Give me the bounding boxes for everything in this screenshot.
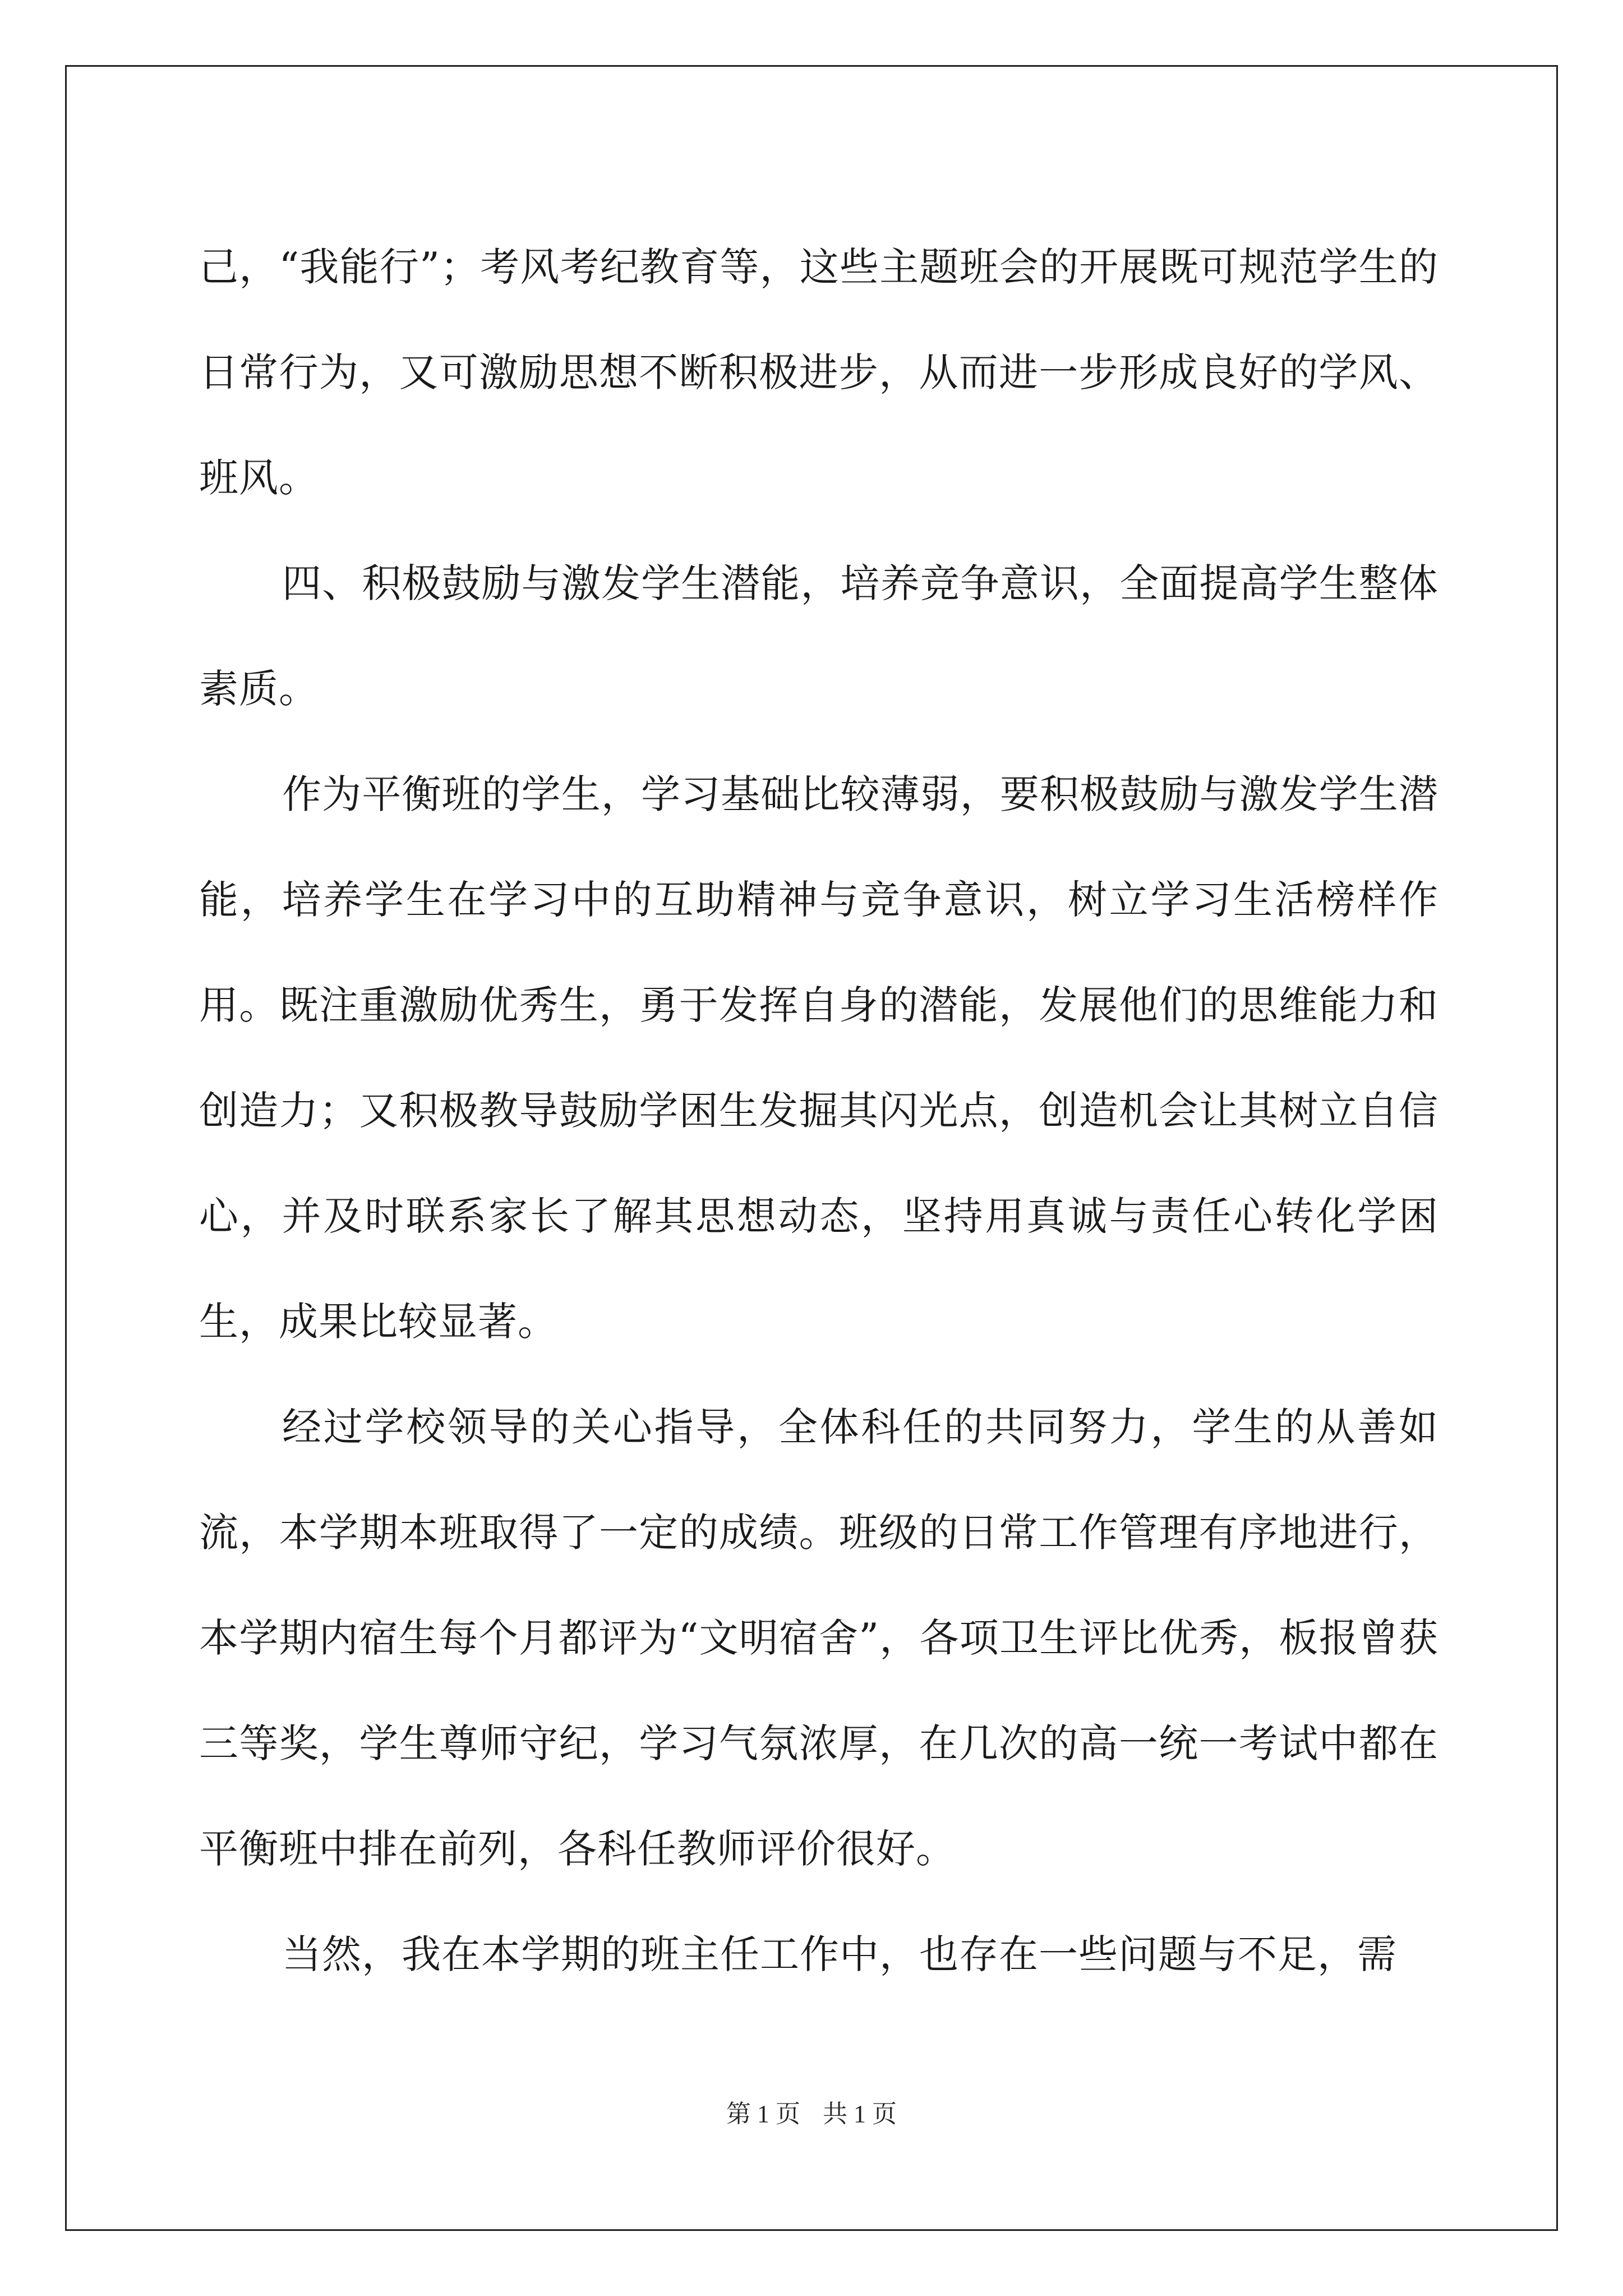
page-total: 共 1 页 — [823, 2100, 897, 2128]
paragraph-1: 己，“我能行”；考风考纪教育等，这些主题班会的开展既可规范学生的日常行为，又可激励思想不断积极进步，从而进一步形成良好的学风、班风。 — [199, 244, 1438, 501]
page-number: 第 1 页 — [726, 2100, 800, 2128]
paragraph-4: 经过学校领导的关心指导，全体科任的共同努力，学生的从善如流，本学期本班取得了一定的成绩。班级的日常工作管理有序地进行，本学期内宿生每个月都评为“文明宿舍”，各项卫生评比优秀，板报曾获三等奖，学生尊师守纪，学习气氛浓厚，在几次的高一统一考试中都在平衡班中排在前列，各科任教师评价很好。 — [199, 1404, 1438, 1872]
paragraph-2: 四、积极鼓励与激发学生潜能，培养竞争意识，全面提高学生整体素质。 — [199, 560, 1438, 712]
page-footer — [0, 2093, 1623, 2129]
paragraph-5: 当然，我在本学期的班主任工作中，也存在一些问题与不足，需 — [282, 1931, 1397, 1977]
document-body — [199, 214, 1438, 2007]
paragraph-3: 作为平衡班的学生，学习基础比较薄弱，要积极鼓励与激发学生潜能，培养学生在学习中的互助精神与竞争意识，树立学习生活榜样作用。既注重激励优秀生，勇于发挥自身的潜能，发展他们的思维能力和创造力；又积极教导鼓励学困生发掘其闪光点，创造机会让其树立自信心，并及时联系家长了解其思想动态，坚持用真诚与责任心转化学困生，成果比较显著。 — [199, 771, 1438, 1345]
